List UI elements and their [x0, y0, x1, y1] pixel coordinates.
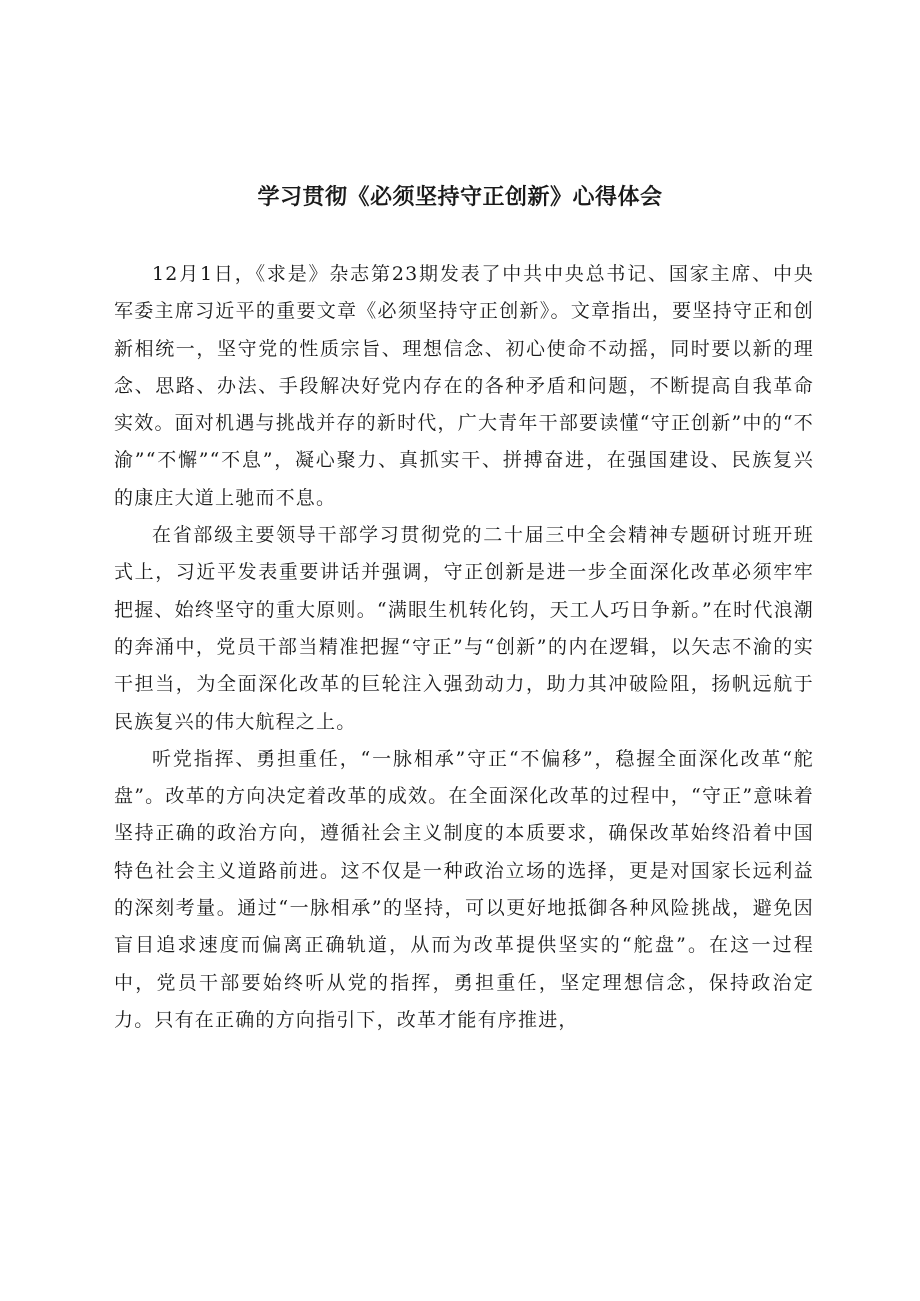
document-title: 学习贯彻《必须坚持守正创新》心得体会 [257, 184, 663, 210]
paragraph-2: 在省部级主要领导干部学习贯彻党的二十届三中全会精神专题研讨班开班式上，习近平发表重要讲话并强调，守正创新是进一步全面深化改革必须牢牢把握、始终坚守的重大原则。“满眼生机转化钧，天工人巧日争新。”在时代浪潮的奔涌中，党员干部当精准把握“守正”与“创新”的内在逻辑，以矢志不渝的实干担当，为全面深化改革的巨轮注入强劲动力，助力其冲破险阻，扬帆远航于民族复兴的伟大航程之上。 [114, 524, 814, 733]
document-body [114, 256, 814, 1039]
paragraph-3: 听党指挥、勇担重任，“一脉相承”守正“不偏移”，稳握全面深化改革“舵盘”。改革的方向决定着改革的成效。在全面深化改革的过程中，“守正”意味着坚持正确的政治方向，遵循社会主义制度的本质要求，确保改革始终沿着中国特色社会主义道路前进。这不仅是一种政治立场的选择，更是对国家长远利益的深刻考量。通过“一脉相承”的坚持，可以更好地抵御各种风险挑战，避免因盲目追求速度而偏离正确轨道，从而为改革提供坚实的“舵盘”。在这一过程中，党员干部要始终听从党的指挥，勇担重任，坚定理想信念，保持政治定力。只有在正确的方向指引下，改革才能有序推进， [114, 747, 814, 1031]
paragraph-1: 12月1日，《求是》杂志第23期发表了中共中央总书记、国家主席、中央军委主席习近平的重要文章《必须坚持守正创新》。文章指出，要坚持守正和创新相统一，坚守党的性质宗旨、理想信念、初心使命不动摇，同时要以新的理念、思路、办法、手段解决好党内存在的各种矛盾和问题，不断提高自我革命实效。面对机遇与挑战并存的新时代，广大青年干部要读懂“守正创新”中的“不渝”“不懈”“不息”，凝心聚力、真抓实干、拼搏奋进，在强国建设、民族复兴的康庄大道上驰而不息。 [114, 263, 814, 509]
